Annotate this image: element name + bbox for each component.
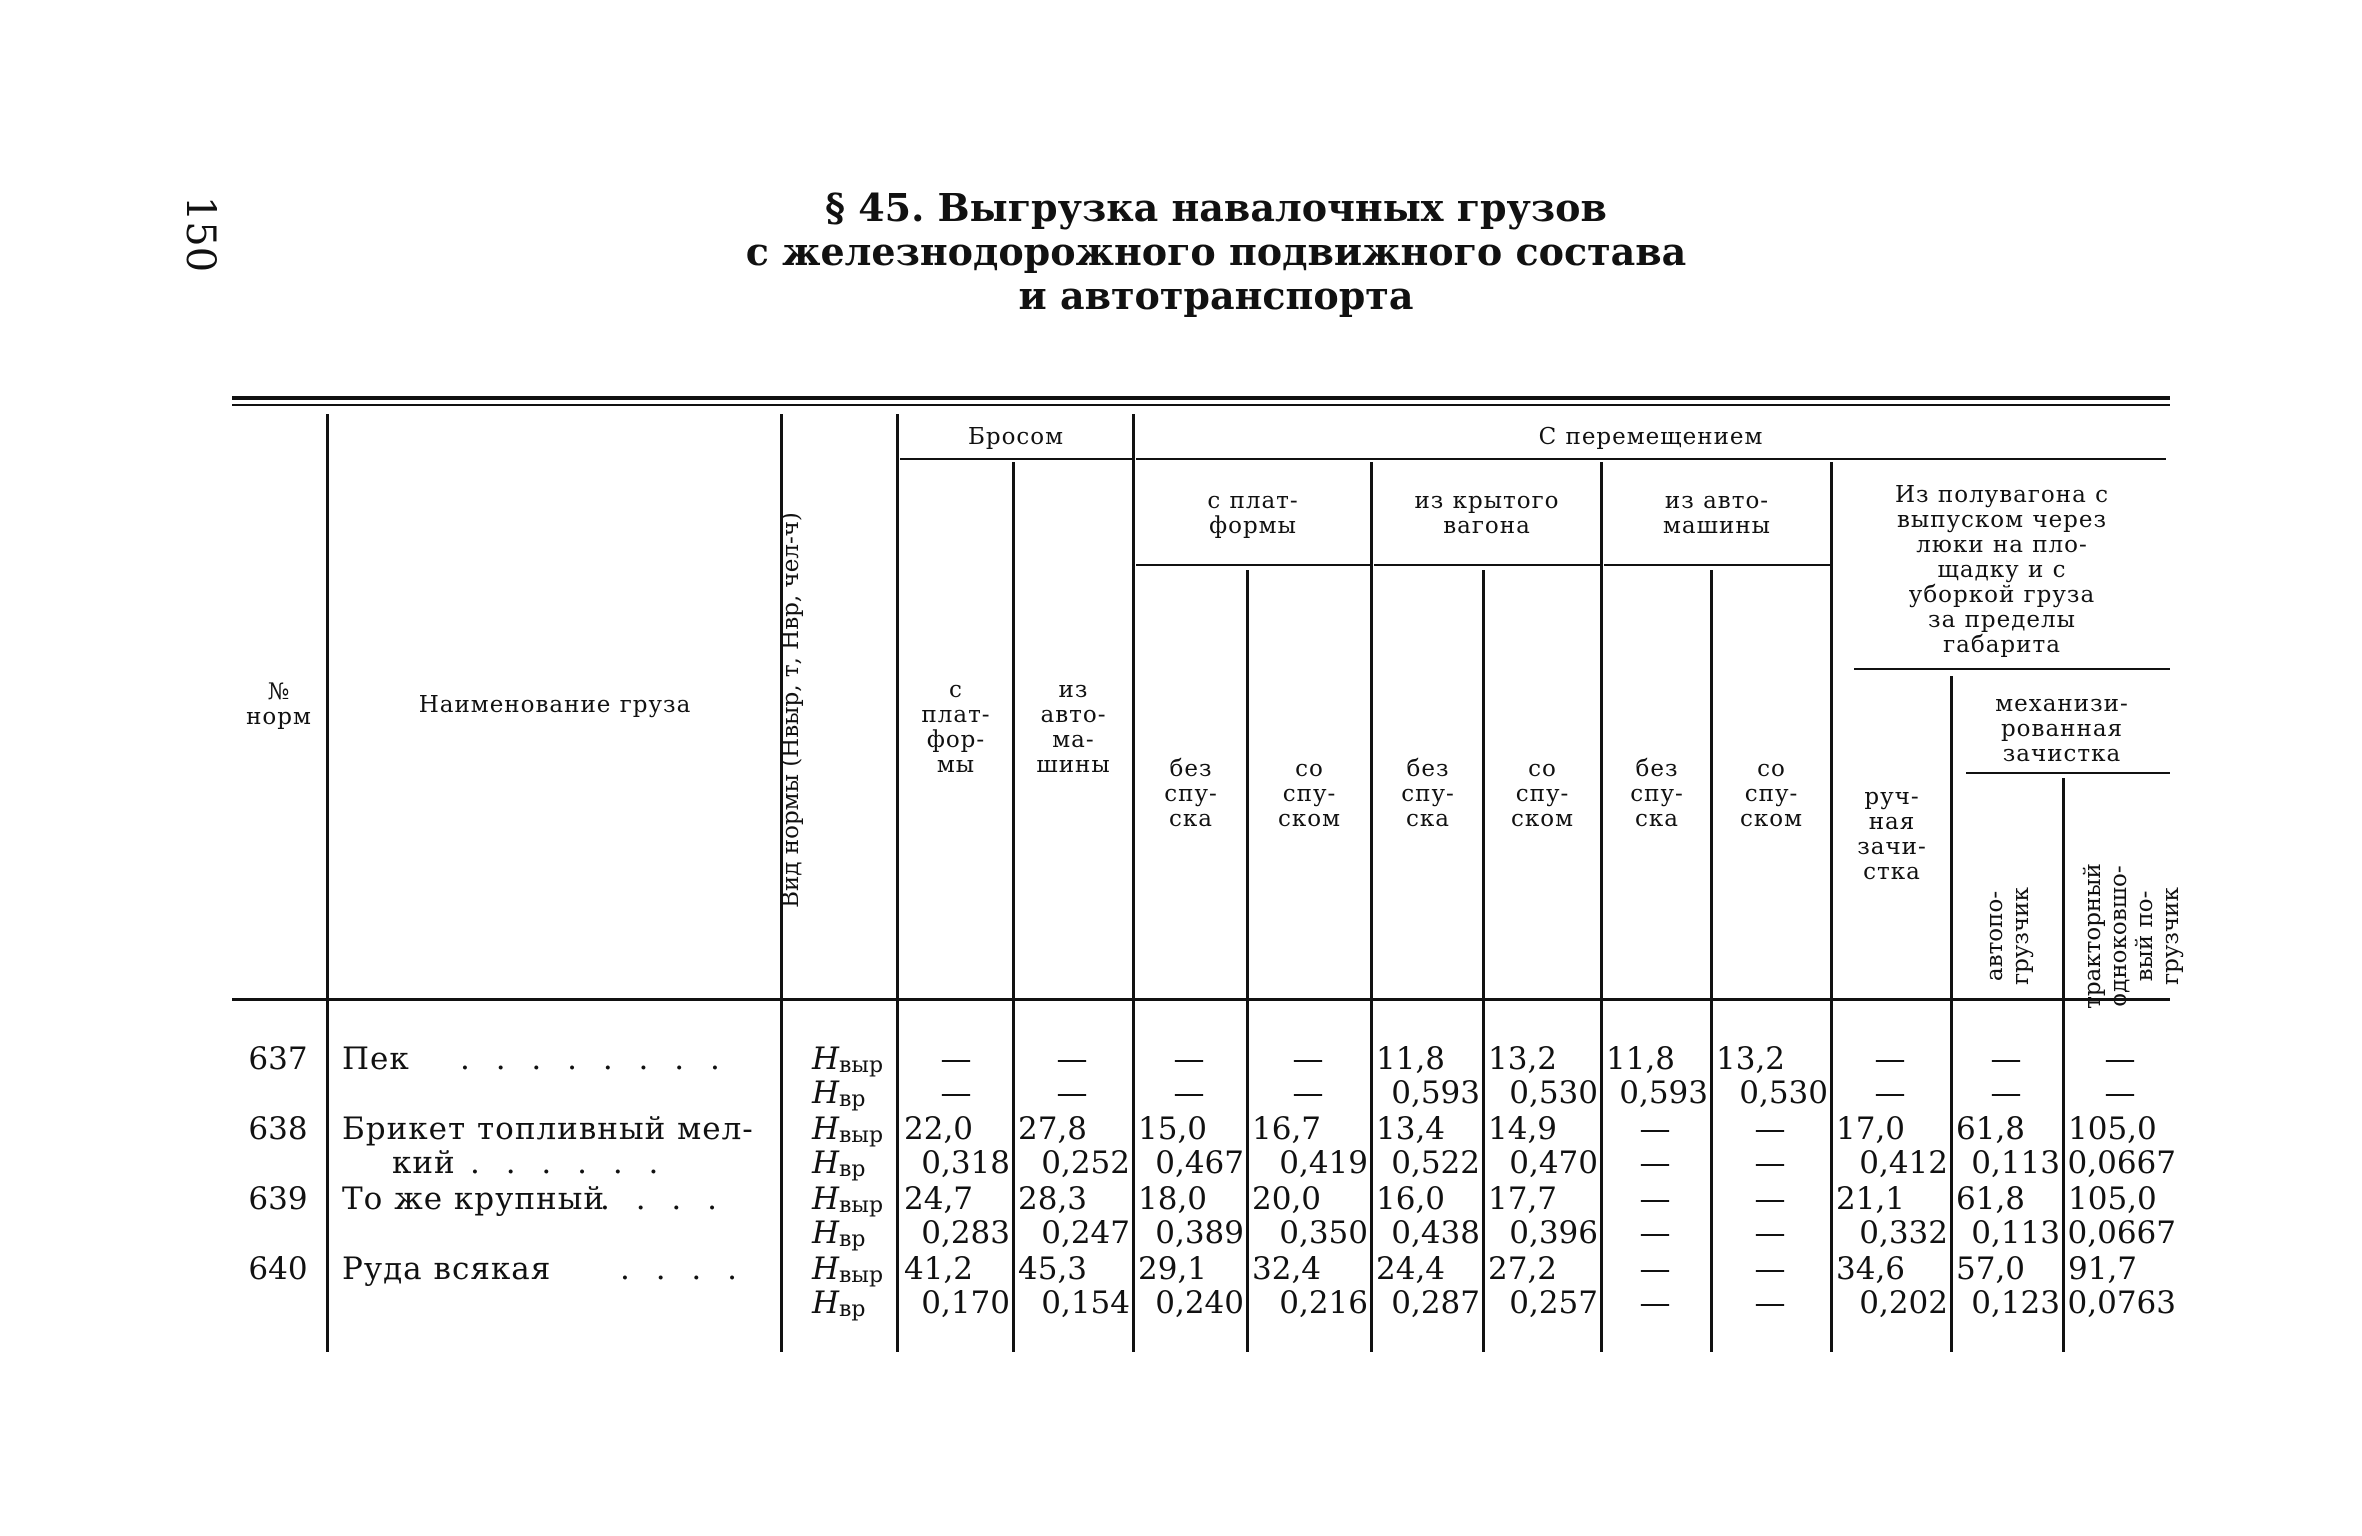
value-cell: 0,396 [1509, 1215, 1598, 1251]
row-num: 639 [248, 1181, 308, 1217]
value-cell: 57,0 [1956, 1251, 2026, 1287]
value-cell: — [1292, 1075, 1324, 1111]
value-cell: 16,7 [1252, 1111, 1322, 1147]
norm-kind-letter: Н [812, 1215, 840, 1251]
norm-kind-letter: Н [812, 1251, 840, 1287]
row-name: То же крупный [342, 1181, 606, 1217]
value-cell: 29,1 [1138, 1251, 1208, 1287]
value-cell: 105,0 [2068, 1181, 2157, 1217]
header-num: № норм [246, 679, 312, 730]
value-cell: 32,4 [1252, 1251, 1322, 1287]
value-cell: — [1173, 1075, 1205, 1111]
value-cell: 0,247 [1041, 1215, 1130, 1251]
row-num: 637 [248, 1041, 308, 1077]
norm-kind-subscript: вр [839, 1297, 866, 1322]
value-cell: — [1639, 1181, 1671, 1217]
value-cell: 0,252 [1041, 1145, 1130, 1181]
header-s-platformy: с плат- формы [1207, 488, 1299, 539]
norm-kind-letter: Н [812, 1145, 840, 1181]
value-cell: — [1990, 1041, 2022, 1077]
top-rule-2 [232, 404, 2170, 406]
value-cell: 0,389 [1155, 1215, 1244, 1251]
value-cell: — [1874, 1075, 1906, 1111]
header-s-peremeshcheniem: С перемещением [1538, 423, 1764, 450]
norm-kind-label [812, 1286, 866, 1327]
row-name: Пек [342, 1041, 410, 1077]
value-cell: 0,0763 [2067, 1285, 2176, 1321]
value-cell: — [1292, 1041, 1324, 1077]
value-cell: 0,287 [1391, 1285, 1480, 1321]
norm-kind-subscript: выр [839, 1193, 884, 1218]
value-cell: 0,170 [921, 1285, 1010, 1321]
value-cell: — [1173, 1041, 1205, 1077]
value-cell: 45,3 [1018, 1251, 1088, 1287]
value-cell: 0,530 [1509, 1075, 1598, 1111]
norm-kind-letter: Н [812, 1181, 840, 1217]
header-avto-so-spuskom: со спу- ском [1740, 755, 1803, 832]
value-cell: 18,0 [1138, 1181, 1208, 1217]
value-cell: 0,593 [1391, 1075, 1480, 1111]
value-cell: 0,438 [1391, 1215, 1480, 1251]
title-line-1: § 45. Выгрузка навалочных грузов [825, 185, 1607, 230]
norm-kind-subscript: вр [839, 1157, 866, 1182]
value-cell: 0,113 [1971, 1145, 2060, 1181]
value-cell: 0,202 [1859, 1285, 1948, 1321]
value-cell: 0,467 [1155, 1145, 1244, 1181]
header-mekhan: механизи- рованная зачистка [1995, 690, 2129, 767]
value-cell: — [1754, 1181, 1786, 1217]
rule-under-mekhan [1966, 772, 2170, 774]
vline-after-brosom [1132, 414, 1135, 1352]
row-name: Брикет топливный мел- [342, 1111, 754, 1147]
value-cell: — [1056, 1041, 1088, 1077]
value-cell: — [1754, 1285, 1786, 1321]
value-cell: 24,7 [904, 1181, 974, 1217]
value-cell: 11,8 [1376, 1041, 1446, 1077]
value-cell: — [940, 1075, 972, 1111]
top-rule [232, 396, 2170, 400]
rule-under-krytogo [1374, 564, 1600, 566]
value-cell: 16,0 [1376, 1181, 1446, 1217]
row-leader-dots: . . . . . . . . [460, 1041, 728, 1077]
value-cell: 61,8 [1956, 1181, 2026, 1217]
value-cell: 14,9 [1488, 1111, 1558, 1147]
norm-kind-letter: Н [812, 1041, 840, 1077]
value-cell: — [1056, 1075, 1088, 1111]
value-cell: 0,350 [1279, 1215, 1368, 1251]
value-cell: 105,0 [2068, 1111, 2157, 1147]
rule-under-s-peremeshcheniem [1136, 458, 2166, 460]
value-cell: 0,530 [1739, 1075, 1828, 1111]
rule-under-avto [1604, 564, 1830, 566]
norm-kind-subscript: вр [839, 1227, 866, 1252]
value-cell: 0,412 [1859, 1145, 1948, 1181]
value-cell: — [1754, 1251, 1786, 1287]
value-cell: — [2104, 1075, 2136, 1111]
value-cell: — [1639, 1251, 1671, 1287]
header-krytogo-so-spuskom: со спу- ском [1511, 755, 1574, 832]
vline-after-kind [896, 414, 899, 1352]
header-iz-krytogo: из крытого вагона [1414, 488, 1560, 539]
vline-after-brosom-plat [1012, 462, 1015, 1352]
header-krytogo-bez-spuska: без спу- ска [1401, 755, 1455, 832]
value-cell: 0,257 [1509, 1285, 1598, 1321]
value-cell: 21,1 [1836, 1181, 1906, 1217]
value-cell: — [2104, 1041, 2136, 1077]
header-platform-so-spuskom: со спу- ском [1278, 755, 1341, 832]
value-cell: 20,0 [1252, 1181, 1322, 1217]
header-name: Наименование груза [418, 691, 692, 718]
header-ruchnaya: руч- ная зачи- стка [1857, 784, 1927, 885]
value-cell: 13,4 [1376, 1111, 1446, 1147]
value-cell: 0,522 [1391, 1145, 1480, 1181]
row-num: 640 [248, 1251, 308, 1287]
value-cell: 0,318 [921, 1145, 1010, 1181]
value-cell: 28,3 [1018, 1181, 1088, 1217]
row-leader-dots: . . . . [620, 1251, 745, 1287]
header-platform-bez-spuska: без спу- ска [1164, 755, 1218, 832]
vline-krytogo-split [1482, 570, 1485, 1352]
value-cell: — [1639, 1285, 1671, 1321]
value-cell: 27,2 [1488, 1251, 1558, 1287]
value-cell: — [1639, 1215, 1671, 1251]
value-cell: 15,0 [1138, 1111, 1208, 1147]
value-cell: 0,123 [1971, 1285, 2060, 1321]
value-cell: — [1639, 1111, 1671, 1147]
norm-kind-letter: Н [812, 1075, 840, 1111]
value-cell: 0,113 [1971, 1215, 2060, 1251]
value-cell: — [1639, 1145, 1671, 1181]
vline-after-num [326, 414, 329, 1352]
value-cell: 0,0667 [2067, 1215, 2176, 1251]
value-cell: 27,8 [1018, 1111, 1088, 1147]
value-cell: — [1874, 1041, 1906, 1077]
header-traktorny: тракторный одноковшо- вый по- грузчик [2080, 863, 2184, 1009]
norm-kind-letter: Н [812, 1111, 840, 1147]
value-cell: 0,216 [1279, 1285, 1368, 1321]
value-cell: 0,332 [1859, 1215, 1948, 1251]
value-cell: 17,0 [1836, 1111, 1906, 1147]
header-bottom-rule [232, 998, 2170, 1001]
value-cell: 91,7 [2068, 1251, 2138, 1287]
page-number: 150 [177, 195, 223, 273]
vline-after-avto [1830, 462, 1833, 1352]
value-cell: 0,419 [1279, 1145, 1368, 1181]
value-cell: 0,470 [1509, 1145, 1598, 1181]
row-leader-dots: . . . . . . [470, 1145, 667, 1181]
value-cell: 0,240 [1155, 1285, 1244, 1321]
value-cell: — [1754, 1145, 1786, 1181]
rule-under-poluvagona [1854, 668, 2170, 670]
value-cell: 0,593 [1619, 1075, 1708, 1111]
header-avtopogruzchik: автопо- грузчик [1982, 887, 2034, 985]
row-num: 638 [248, 1111, 308, 1147]
title-line-3: и автотранспорта [1018, 273, 1414, 318]
norm-kind-subscript: выр [839, 1123, 884, 1148]
value-cell: — [1754, 1215, 1786, 1251]
header-brosom-auto: из авто- ма- шины [1036, 677, 1111, 778]
value-cell: — [1754, 1111, 1786, 1147]
value-cell: 41,2 [904, 1251, 974, 1287]
rule-under-s-platformy [1136, 564, 1370, 566]
value-cell: 34,6 [1836, 1251, 1906, 1287]
norm-kind-subscript: вр [839, 1087, 866, 1112]
value-cell: 0,283 [921, 1215, 1010, 1251]
value-cell: 13,2 [1716, 1041, 1786, 1077]
header-avto-bez-spuska: без спу- ска [1630, 755, 1684, 832]
vline-after-ruchnaya [1950, 676, 1953, 1352]
norm-kind-letter: Н [812, 1285, 840, 1321]
value-cell: 0,0667 [2067, 1145, 2176, 1181]
row-leader-dots: . . . . [600, 1181, 725, 1217]
value-cell: 11,8 [1606, 1041, 1676, 1077]
title-line-2: с железнодорожного подвижного состава [745, 229, 1687, 274]
rule-under-brosom [900, 458, 1132, 460]
vline-platform-split [1246, 570, 1249, 1352]
value-cell: — [1990, 1075, 2022, 1111]
norm-kind-subscript: выр [839, 1053, 884, 1078]
value-cell: 61,8 [1956, 1111, 2026, 1147]
header-brosom-platform: с плат- фор- мы [921, 677, 991, 778]
value-cell: 0,154 [1041, 1285, 1130, 1321]
value-cell: 22,0 [904, 1111, 974, 1147]
value-cell: — [940, 1041, 972, 1077]
header-iz-avto: из авто- машины [1663, 488, 1771, 539]
header-kind: Вид нормы (Нвыр, т, Нвр, чел-ч) [778, 512, 804, 908]
value-cell: 17,7 [1488, 1181, 1558, 1217]
row-name: Руда всякая [342, 1251, 552, 1287]
header-brosom: Бросом [967, 423, 1065, 450]
value-cell: 13,2 [1488, 1041, 1558, 1077]
header-iz-poluvagona: Из полувагона с выпуском через люки на пло- щадку и с уборкой груза за пределы габарита [1894, 481, 2110, 658]
vline-after-platform [1370, 462, 1373, 1352]
norm-kind-subscript: выр [839, 1263, 884, 1288]
value-cell: 24,4 [1376, 1251, 1446, 1287]
row-name-continued: кий [392, 1145, 456, 1181]
